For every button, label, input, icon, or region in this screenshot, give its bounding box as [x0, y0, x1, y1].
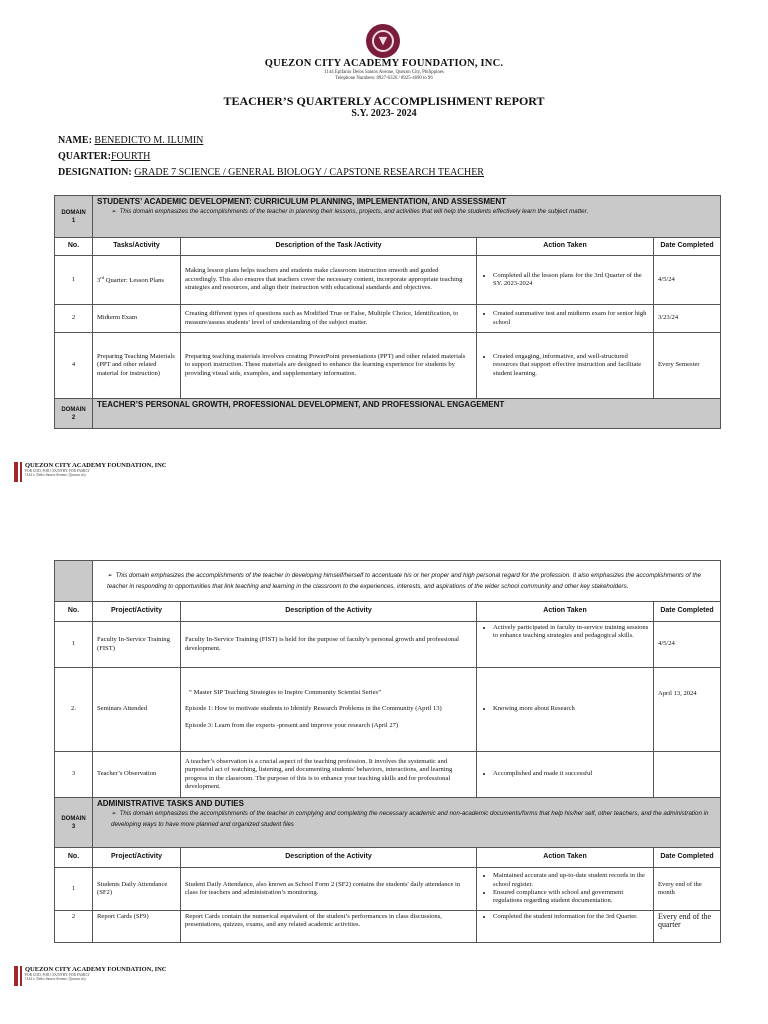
domain1-title: STUDENTS’ ACADEMIC DEVELOPMENT: CURRICULUM PLANNING, IMPLEMENTATION, AND ASSESSMENT — [97, 197, 507, 206]
quarter-line: QUARTER:FOURTH — [58, 151, 151, 162]
column-header: Tasks/Activity — [93, 238, 181, 256]
row-description: Faculty In-Service Training (FIST) is held for the purpose of faculty’s personal growth and professional development. — [181, 622, 477, 668]
name-line: NAME: BENEDICTO M. ILUMIN — [58, 135, 204, 146]
table-row — [55, 256, 721, 305]
footer-tagline: FOR GOD, FOR COUNTRY, FOR FAMILY — [25, 973, 90, 977]
footer-address: 1144 e. Delos Santos Avenue, Quezon city — [25, 977, 87, 982]
row-task: Faculty In-Service Training (FIST) — [93, 622, 181, 668]
report-title: TEACHER’S QUARTERLY ACCOMPLISHMENT REPORT — [223, 94, 545, 108]
column-header: Description of the Activity — [181, 848, 477, 868]
table-row — [55, 333, 721, 399]
column-header: No. — [55, 848, 93, 868]
row-description: Preparing teaching materials involves creating PowerPoint presentations (PPT) and other related materials to support instruction. These materials are designed to enhance the learning experience for students by providing visual aids, examples, and supplementary information. — [181, 333, 477, 399]
domain1-column-headers — [55, 238, 721, 256]
domain2-label-cell — [55, 561, 93, 602]
table-row — [55, 911, 721, 943]
domain2-header-row — [55, 399, 721, 429]
row-date: 3/23/24 — [654, 305, 721, 333]
row-description: “ Master SIP Teaching Strategies to Inspire Community Scientist Series” Episode 1: How to motivate students to Identify Research Problems in the Community (April 13) Episode 3: Learn from the experts -present and improve your research (April 27) — [181, 668, 477, 752]
column-header: Date Completed — [654, 238, 721, 256]
row-date: Every Semester — [654, 333, 721, 399]
domain2-label: DOMAIN 2 — [55, 399, 93, 429]
row-task: Teacher’s Observation — [93, 752, 181, 798]
row-task: Preparing Teaching Materials (PPT and other related material for instruction) — [93, 333, 181, 399]
row-action: • Knowing more about Research — [477, 668, 654, 752]
page-footer — [25, 966, 167, 981]
domain1-table — [54, 195, 721, 429]
row-date: Every end of the month — [654, 868, 721, 911]
row-task: Midterm Exam — [93, 305, 181, 333]
arrow-bullet-icon: ➢ — [111, 810, 120, 818]
row-description: Making lesson plans helps teachers and students make classroom instruction smooth and guided accordingly. This also ensures that teachers cover the necessary content, incorporate appropriate teaching strategies and resources, and align their instruction with educational standards and objectives. — [181, 256, 477, 305]
row-action: • Accomplished and made it successful — [477, 752, 654, 798]
table-row — [55, 622, 721, 668]
domain1-label: DOMAIN 1 — [55, 196, 93, 238]
domain1-header-row — [55, 196, 721, 238]
row-description: A teacher’s observation is a crucial aspect of the teaching profession. It involves the systematic and purposeful act of watching, listening, and documenting students' behaviors, interactions, and learning progress in the classroom. The purpose of this is to enhance your teaching skills and for professional development. — [181, 752, 477, 798]
column-header: No. — [55, 602, 93, 622]
domain3-title: ADMINISTRATIVE TASKS AND DUTIES — [97, 799, 244, 808]
column-header: Project/Activity — [93, 602, 181, 622]
footer-org: QUEZON CITY ACADEMY FOUNDATION, INC — [25, 966, 167, 973]
designation-label: DESIGNATION — [58, 167, 129, 178]
row-action: • Created engaging, informative, and well-structured resources that support effective instruction and facilitate student learning. — [477, 333, 654, 399]
row-description: Creating different types of questions such as Modified True or False, Multiple Choice, Identification, to measure/assess students’ level of understanding of the subject matter. — [181, 305, 477, 333]
row-number: 2 — [55, 305, 93, 333]
domain2-domain3-table — [54, 560, 721, 943]
arrow-bullet-icon: ➢ — [107, 572, 116, 579]
column-header: Description of the Task /Activity — [181, 238, 477, 256]
footer-tagline: FOR GOD, FOR COUNTRY, FOR FAMILY — [25, 469, 90, 473]
column-header: Project/Activity — [93, 848, 181, 868]
row-number: 1 — [55, 868, 93, 911]
organization-address-block — [0, 70, 768, 82]
domain3-column-headers — [55, 848, 721, 868]
row-date: Every end of the quarter — [654, 911, 721, 943]
row-date: 4/5/24 — [654, 256, 721, 305]
row-task: Report Cards (SF9) — [93, 911, 181, 943]
footer-address: 1144 e. Delos Santos Avenue, Quezon city — [25, 473, 87, 478]
footer-stripe — [20, 462, 22, 482]
row-task: Students Daily Attendance (SF2) — [93, 868, 181, 911]
footer-org: QUEZON CITY ACADEMY FOUNDATION, INC — [25, 462, 167, 469]
domain3-header-row — [55, 798, 721, 848]
domain2-note-row — [55, 561, 721, 602]
column-header: Action Taken — [477, 238, 654, 256]
seal-emblem-icon: ▼ — [378, 34, 388, 47]
domain3-label: DOMAIN 3 — [55, 798, 93, 848]
row-date — [654, 752, 721, 798]
table-row — [55, 668, 721, 752]
row-action: • Actively participated in faculty in-service training sessions to enhance teaching strategies and pedagogical skills. — [477, 622, 654, 668]
organization-phone: Telephone Numbers: 8927-6326 / 8925-4690 to 96 — [335, 76, 433, 81]
domain3-heading-cell — [93, 798, 721, 848]
row-task: Seminars Attended — [93, 668, 181, 752]
row-number: 1 — [55, 622, 93, 668]
row-date: 4/5/24 — [654, 622, 721, 668]
name-value: BENEDICTO M. ILUMIN — [94, 135, 204, 146]
row-action: • Completed all the lesson plans for the 3rd Quarter of the SY. 2023-2024 — [477, 256, 654, 305]
designation-line: DESIGNATION: GRADE 7 SCIENCE / GENERAL BIOLOGY / CAPSTONE RESEARCH TEACHER — [58, 167, 484, 178]
row-number: 4 — [55, 333, 93, 399]
school-year: S.Y. 2023- 2024 — [351, 108, 417, 119]
row-number: 3 — [55, 752, 93, 798]
table-row — [55, 868, 721, 911]
school-seal-logo — [366, 24, 400, 58]
row-description: Student Daily Attendance, also known as School Form 2 (SF2) contains the students' daily attendance in class for teachers and administration’s monitoring. — [181, 868, 477, 911]
row-date: April 13, 2024 — [654, 668, 721, 752]
row-number: 2. — [55, 668, 93, 752]
domain2-column-headers — [55, 602, 721, 622]
organization-name: QUEZON CITY ACADEMY FOUNDATION, INC. — [264, 58, 504, 69]
domain2-note: ➢ This domain emphasizes the accomplishments of the teacher in developing himself/herself to accentuate his or her proper and high personal regard for the profession. It also emphasizes the accomplishments of the teacher in responding to opportunities that link teaching and learning in the classroom to the experiences, interests, and aspirations of the wider school community and other key stakeholders. — [93, 561, 721, 602]
page-footer — [25, 462, 167, 477]
row-action: • Completed the student information for the 3rd Quarter. — [477, 911, 654, 943]
table-row — [55, 305, 721, 333]
designation-value: GRADE 7 SCIENCE / GENERAL BIOLOGY / CAPSTONE RESEARCH TEACHER — [134, 167, 484, 178]
domain2-title: TEACHER’S PERSONAL GROWTH, PROFESSIONAL DEVELOPMENT, AND PROFESSIONAL ENGAGEMENT — [93, 399, 721, 429]
column-header: Description of the Activity — [181, 602, 477, 622]
column-header: No. — [55, 238, 93, 256]
footer-stripe — [20, 966, 22, 986]
column-header: Date Completed — [654, 602, 721, 622]
quarter-label: QUARTER — [58, 151, 108, 162]
name-label: NAME — [58, 135, 89, 146]
column-header: Action Taken — [477, 602, 654, 622]
footer-stripe — [14, 966, 18, 986]
row-task: 3rd Quarter: Lesson Plans — [93, 256, 181, 305]
footer-stripe — [14, 462, 18, 482]
domain1-heading-cell — [93, 196, 721, 238]
row-description: Report Cards contain the numerical equivalent of the student’s performances in class discussions, presentations, quizzes, exams, and any related academic activities. — [181, 911, 477, 943]
organization-address: 1144 Epifanio Delos Santos Avenue, Quezon City, Philippines — [324, 70, 444, 75]
arrow-bullet-icon: ➢ — [111, 208, 120, 216]
row-number: 1 — [55, 256, 93, 305]
domain1-note: ➢ This domain emphasizes the accomplishments of the teacher in planning their lessons, projects, and activities that will help the students effectively learn the subject matter. — [111, 208, 589, 216]
column-header: Action Taken — [477, 848, 654, 868]
row-action: • Created summative test and midterm exam for senior high school — [477, 305, 654, 333]
row-number: 2 — [55, 911, 93, 943]
column-header: Date Completed — [654, 848, 721, 868]
row-action: • Maintained accurate and up-to-date student records in the school register. • Ensured compliance with school and government regulations regarding student documentation. — [477, 868, 654, 911]
quarter-value: FOURTH — [111, 151, 151, 162]
domain3-note: ➢ This domain emphasizes the accomplishments of the teacher in complying and completing the necessary academic and non-academic documents/forms that help his/her self, other teachers, and the administration in developing ways to have more planned and organized student files — [111, 810, 709, 829]
table-row — [55, 752, 721, 798]
